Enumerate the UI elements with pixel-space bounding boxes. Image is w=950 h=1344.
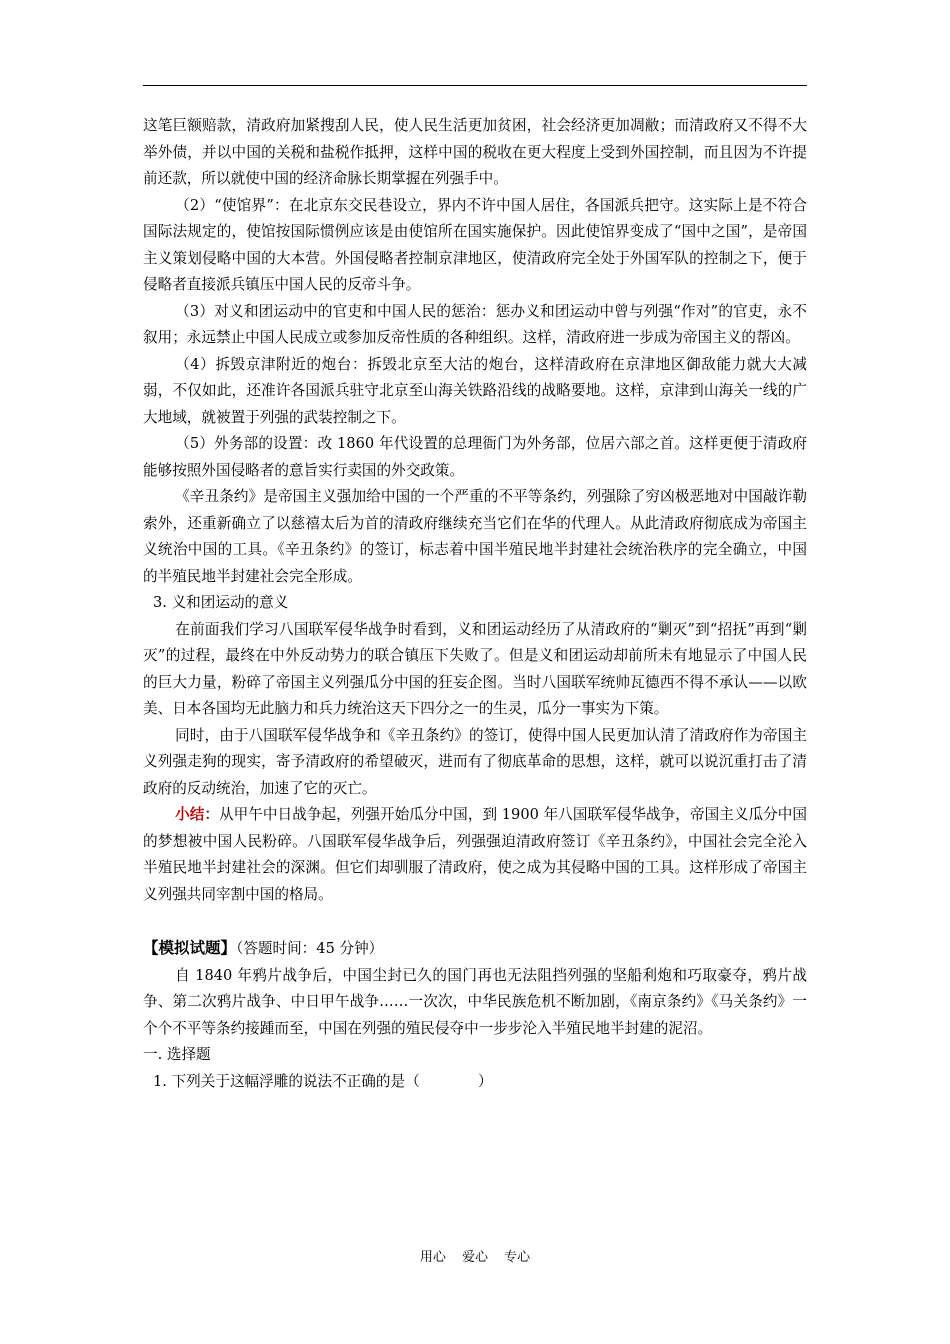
document-body [143,113,807,1095]
exam-section-choice: 一. 选择题 [143,1046,211,1063]
summary-text: 从甲午中日战争起，列强开始瓜分中国，到 1900 年八国联军侵华战争，帝国主义瓜分中国的梦想被中国人民粉碎。八国联军侵华战争后，列强强迫清政府签订《辛丑条约》，中国社会完全沦入半殖民地半封建社会的深渊。但它们却驯服了清政府，使之成为其侵略中国的工具。这样形成了帝国主义列强共同宰割中国的格局。 [143,806,807,903]
summary-paragraph [143,802,807,908]
paragraph-foreign-ministry: （5）外务部的设置：改 1860 年代设置的总理衙门为外务部，位居六部之首。这样更便于清政府能够按照外国侵略者的意旨实行卖国的外交政策。 [143,435,807,479]
page-footer: 用心 爱心 专心 [419,1250,531,1265]
paragraph-legation-quarter: （2）“使馆界”：在北京东交民巷设立，界内不许中国人居住，各国派兵把守。这实际上是不符合国际法规定的，使馆按国际惯例应该是由使馆所在国实施保护。因此使馆界变成了“国中之国”，是帝国主义策划侵略中国的大本营。外国侵略者控制京津地区，使清政府完全处于外国军队的控制之下，便于侵略者直接派兵镇压中国人民的反帝斗争。 [143,196,807,293]
paragraph-tax-burden: 这笔巨额赔款，清政府加紧搜刮人民，使人民生活更加贫困，社会经济更加凋敝；而清政府又不得不大举外债，并以中国的关税和盐税作抵押，这样中国的税收在更大程度上受到外国控制，而且因为不许提前还款，所以就使中国的经济命脉长期掌握在列强手中。 [143,117,807,187]
paragraph-boxer-impact: 同时，由于八国联军侵华战争和《辛丑条约》的签订，使得中国人民更加认清了清政府作为帝国主义列强走狗的现实，寄予清政府的希望破灭，进而有了彻底革命的思想，这样，就可以说沉重打击了清政府的反动统治，加速了它的灭亡。 [143,726,807,797]
summary-label: 小结： [175,806,220,823]
paragraph-forts: （4）拆毁京津附近的炮台：拆毁北京至大沽的炮台，这样清政府在京津地区御敌能力就大大减弱，不仅如此，还准许各国派兵驻守北京至山海关铁路沿线的战略要地。这样，京津到山海关一线的广大地域，就被置于列强的武装控制之下。 [143,355,807,426]
header-rule [143,85,807,86]
paragraph-punishment: （3）对义和团运动中的官吏和中国人民的惩治：惩办义和团运动中曾与列强“作对”的官吏，永不叙用；永远禁止中国人民成立或参加反帝性质的各种组织。这样，清政府进一步成为帝国主义的帮凶。 [143,302,807,346]
spacer [143,908,807,935]
exam-title: 【模拟试题】 [143,938,237,957]
exam-time: （答题时间：45 分钟） [236,940,384,957]
paragraph-treaty-significance: 《辛丑条约》是帝国主义强加给中国的一个严重的不平等条约，列强除了穷凶极恶地对中国敲诈勒索外，还重新确立了以慈禧太后为首的清政府继续充当它们在华的代理人。从此清政府彻底成为帝国主义统治中国的工具。《辛丑条约》的签订，标志着中国半殖民地半封建社会统治秩序的完全确立，中国的半殖民地半封建社会完全形成。 [143,488,807,585]
exam-intro: 自 1840 年鸦片战争后，中国尘封已久的国门再也无法阻挡列强的坚船利炮和巧取豪夺，鸦片战争、第二次鸦片战争、中日甲午战争……一次次，中华民族危机不断加剧，《南京条约》《马关条约》一个个不平等条约接踵而至，中国在列强的殖民侵夺中一步步沦入半殖民地半封建的泥沼。 [143,966,807,1037]
section-heading-boxer-significance: 3. 义和团运动的意义 [153,594,289,611]
exam-heading [143,935,807,963]
paragraph-boxer-strength: 在前面我们学习八国联军侵华战争时看到，义和团运动经历了从清政府的“剿灭”到“招抚”再到“剿灭”的过程，最终在中外反动势力的联合镇压下失败了。但是义和团运动却前所未有地显示了中国人民的巨大力量，粉碎了帝国主义列强瓜分中国的狂妄企图。当时八国联军统帅瓦德西不得不承认——以欧美、日本各国均无此脑力和兵力统治这天下四分之一的生灵，瓜分一事实为下策。 [143,620,807,717]
exam-question-1: 1. 下列关于这幅浮雕的说法不正确的是（ ） [153,1072,493,1090]
